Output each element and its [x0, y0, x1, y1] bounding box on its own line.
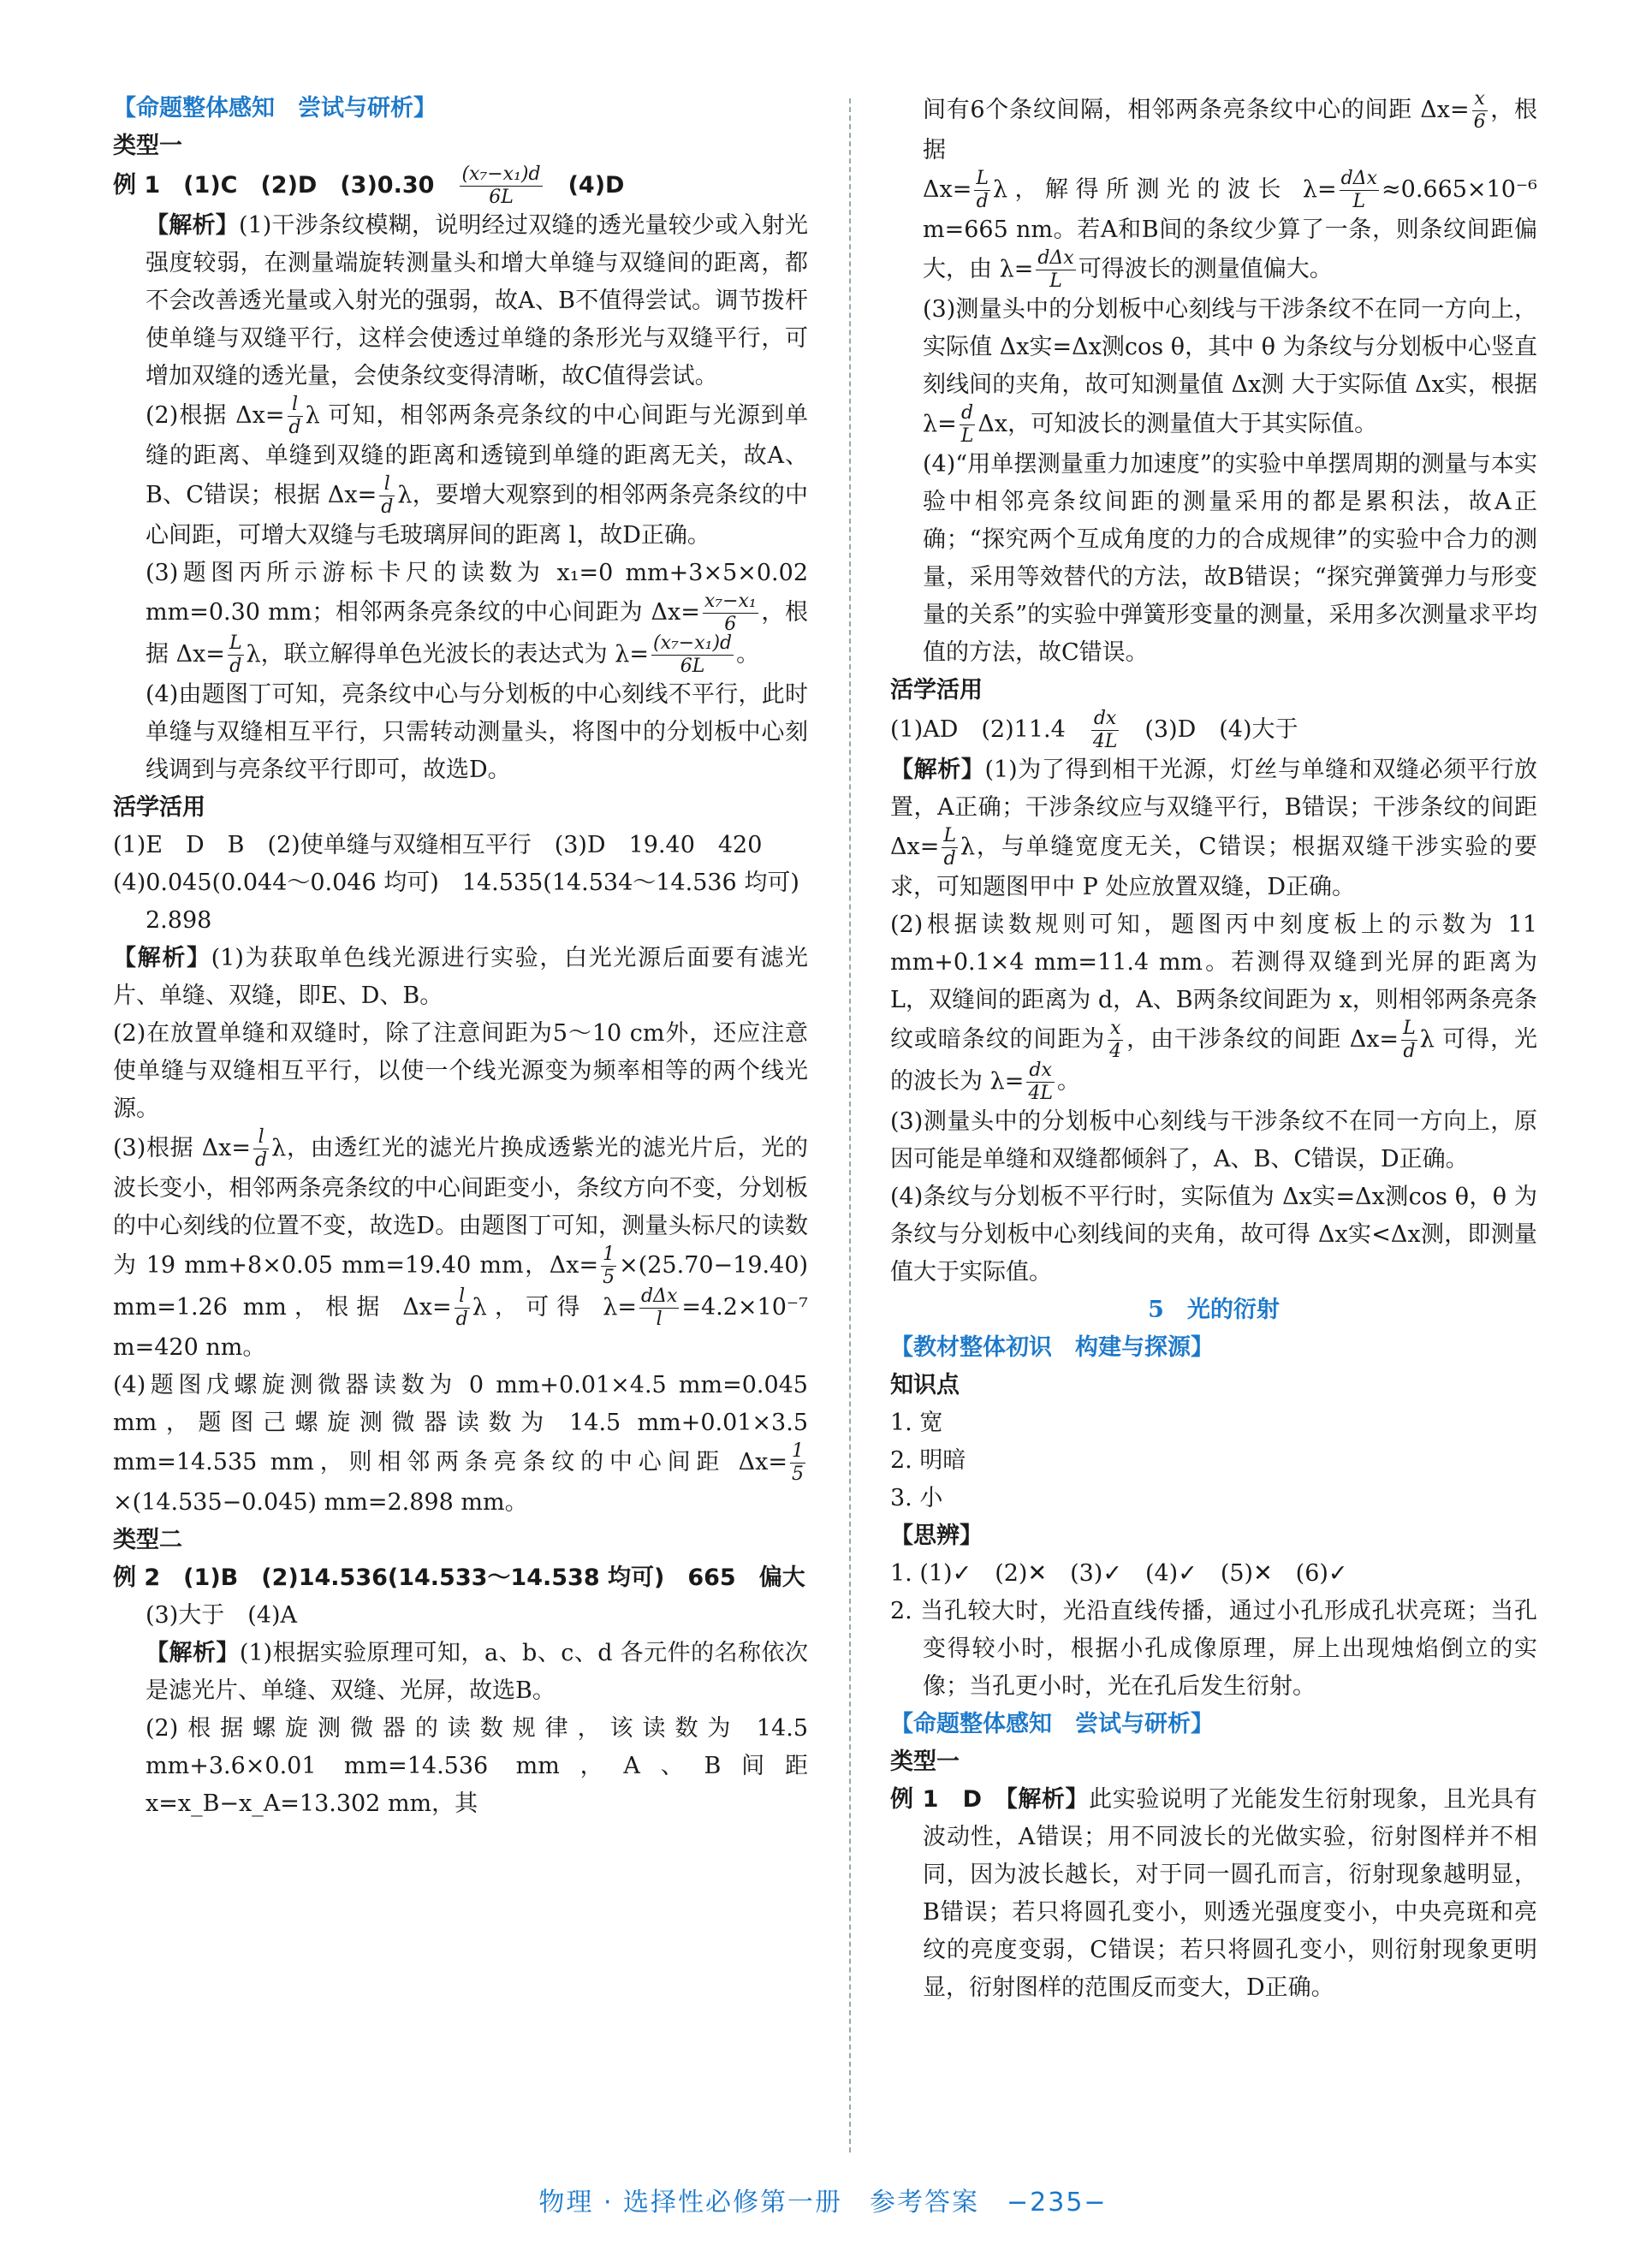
practice-answer-3: 2.898	[146, 907, 212, 934]
practice-analysis-1: 【解析】(1)为获取单色线光源进行实验，白光光源后面要有滤光片、单缝、双缝，即E、D、B。	[113, 945, 809, 1009]
practice-analysis-3: (3)根据 Δx= $\frac{l}{d}$ λ，由透红光的滤光片换成透紫光的滤光片后，光的波长变小，相邻两条亮条纹的中心间距变小，条纹方向不变，分划板的中心刻线的位置不变，故选D。由题图丁可知，测量头标尺的读数为 19 mm+8×0.05 mm=19.40 mm，Δx= $\frac{1}{5}$ ×(25.70−19.40) mm=1.26 mm，根据 Δx= $\frac{l}{d}$ λ，可得 λ= $\frac{\text{dΔx}}{l}$ =4.2×10⁻⁷ m=420 nm。	[113, 1126, 808, 1361]
analysis-4: (4)由题图丁可知，亮条纹中心与分划板的中心刻线不平行，此时单缝与双缝相互平行，只需转动测量头，将图中的分划板中心刻线调到与亮条纹平行即可，故选D。	[146, 681, 808, 783]
knowledge-point-1: 1. 宽	[890, 1410, 943, 1436]
left-column	[113, 90, 808, 1823]
practice-analysis-1: 【解析】(1)为了得到相干光源，灯丝与单缝和双缝必须平行放置，A正确；干涉条纹应与双缝平行，B错误；干涉条纹的间距 Δx= $\frac{L}{d}$ λ，与单缝宽度无关，C错误；根据双缝干涉实验的要求，可知题图甲中 P 处应放置双缝，D正确。	[890, 757, 1538, 900]
continued-analysis-2: Δx= $\frac{L}{d}$ λ，解得所测光的波长 λ= $\frac{\text{dΔx}}{L}$ ≈0.665×10⁻⁶ m=665 nm。若A和B间的条纹少算了一条，则条纹间距偏大，由 λ= $\frac{\text{dΔx}}{L}$ 可得波长的测量值偏大。	[923, 168, 1537, 292]
discussion-item-2: 2. 当孔较大时，光沿直线传播，通过小孔形成孔状亮斑；当孔变得较小时，根据小孔成像原理，屏上出现烛焰倒立的实像；当孔更小时，光在孔后发生衍射。	[890, 1598, 1537, 1700]
analysis-1: 【解析】(1)干涉条纹模糊，说明经过双缝的透光量较少或入射光强度较弱，在测量端旋转测量头和增大单缝与双缝间的距离，都不会改善透光量或入射光的强弱，故A、B不值得尝试。调节拨杆使单缝与双缝平行，这样会使透过单缝的条形光与双缝平行，可增加双缝的透光量，会使条纹变得清晰，故C值得尝试。	[146, 212, 808, 389]
analysis-2: (2)根据 Δx= $\frac{l}{d}$ λ 可知，相邻两条亮条纹的中心间距与光源到单缝的距离、单缝到双缝的距离和透镜到单缝的距离无关，故A、B、C错误；根据 Δx= $\frac{l}{d}$ λ，要增大观察到的相邻两条亮条纹的中心间距，可增大双缝与毛玻璃屏间的距离 l，故D正确。	[146, 394, 808, 549]
page-footer: 物理 · 选择性必修第一册 参考答案 −235−	[538, 2188, 1108, 2218]
practice-analysis-4: (4)题图戊螺旋测微器读数为 0 mm+0.01×4.5 mm=0.045 mm，题图己螺旋测微器读数为 14.5 mm+0.01×3.5 mm=14.535 mm，则相邻两条亮条纹的中心间距 Δx= $\frac{1}{5}$ ×(14.535−0.045) mm=2.898 mm。	[113, 1372, 808, 1516]
section-title: 5 光的衍射	[1148, 1297, 1280, 1323]
practice-analysis-2: (2)根据读数规则可知，题图丙中刻度板上的示数为 11 mm+0.1×4 mm=11.4 mm。若测得双缝到光屏的距离为 L，双缝间的距离为 d，A、B两条纹间距为 x，则相邻两条亮条纹或暗条纹的间距为 $\frac{x}{4}$ ，由干涉条纹的间距 Δx= $\frac{L}{d}$ λ 可得，光的波长为 λ= $\frac{dx}{4L}$ 。	[890, 911, 1537, 1104]
practice-answer-1: (1)E D B (2)使单缝与双缝相互平行 (3)D 19.40 420	[113, 832, 763, 858]
section-heading-3: 【命题整体感知 尝试与研析】	[890, 1711, 1214, 1737]
practice-analysis-3: (3)测量头中的分划板中心刻线与干涉条纹不在同一方向上，原因可能是单缝和双缝都倾斜了，A、B、C错误，D正确。	[890, 1108, 1537, 1173]
knowledge-point-3: 3. 小	[890, 1485, 943, 1511]
type-heading: 类型一	[890, 1748, 960, 1775]
practice-answers: (1)AD (2)11.4 $\frac{dx}{4L}$ (3)D (4)大于	[890, 708, 1298, 752]
example-2-analysis-1: 【解析】(1)根据实验原理可知，a、b、c、d 各元件的名称依次是滤光片、单缝、双缝、光屏，故选B。	[146, 1640, 808, 1704]
column-divider	[849, 98, 851, 2152]
analysis-3: (3)题图丙所示游标卡尺的读数为 x₁=0 mm+3×5×0.02 mm=0.30 mm；相邻两条亮条纹的中心间距为 Δx= $\frac{\text{x₇−x₁}}{6}$ ，根据 Δx= $\frac{L}{d}$ λ，联立解得单色光波长的表达式为 λ= $\frac{\text{(x₇−x₁)d}}{6L}$ 。	[146, 560, 809, 677]
discussion-item-1: 1. (1)✓ (2)✕ (3)✓ (4)✓ (5)✕ (6)✓	[890, 1560, 1348, 1587]
continued-analysis-4: (4)“用单摆测量重力加速度”的实验中单摆周期的测量与本实验中相邻亮条纹间距的测量采用的都是累积法，故A正确；“探究两个互成角度的力的合成规律”的实验中合力的测量，采用等效替代的方法，故B错误；“探究弹簧弹力与形变量的关系”的实验中弹簧形变量的测量，采用多次测量求平均值的方法，故C错误。	[923, 451, 1537, 666]
continued-analysis-3: (3)测量头中的分划板中心刻线与干涉条纹不在同一方向上，实际值 Δx实=Δx测cos θ，其中 θ 为条纹与分划板中心竖直刻线间的夹角，故可知测量值 Δx测 大于实际值 Δx实，根据 λ= $\frac{d}{L}$ Δx，可知波长的测量值大于其实际值。	[923, 296, 1537, 447]
example-1-answer: 例 1 (1)C (2)D (3)0.30 $\frac{\text{(x₇−x₁)d}}{6L}$ (4)D	[113, 163, 625, 208]
continued-analysis-1: 间有6个条纹间隔，相邻两条亮条纹中心的间距 Δx= $\frac{x}{6}$ ，根据	[923, 88, 1538, 163]
practice-analysis-4: (4)条纹与分划板不平行时，实际值为 Δx实=Δx测cos θ，θ 为条纹与分划板中心刻线间的夹角，故可得 Δx实<Δx测，即测量值大于实际值。	[890, 1184, 1537, 1285]
knowledge-points-heading: 知识点	[890, 1372, 960, 1398]
example-2-answer-cont: (3)大于 (4)A	[146, 1602, 297, 1629]
example-2-analysis-2: (2)根据螺旋测微器的读数规律，该读数为 14.5 mm+3.6×0.01 mm=14.536 mm，A、B间距 x=x_B−x_A=13.302 mm，其	[146, 1715, 808, 1817]
practice-heading: 活学活用	[890, 677, 983, 704]
discussion-heading: 【思辨】	[890, 1523, 983, 1549]
practice-analysis-2: (2)在放置单缝和双缝时，除了注意间距为5～10 cm外，还应注意使单缝与双缝相互平行，以使一个线光源变为频率相等的两个线光源。	[113, 1020, 808, 1122]
section-heading-2: 【教材整体初识 构建与探源】	[890, 1334, 1214, 1361]
type-2-heading: 类型二	[113, 1527, 182, 1553]
example-1-diffraction: 例 1 D 【解析】此实验说明了光能发生衍射现象，且光具有波动性，A错误；用不同波长的光做实验，衍射图样并不相同，因为波长越长，对于同一圆孔而言，衍射现象越明显，B错误；若只将圆孔变小，则透光强度变小，中央亮斑和亮纹的亮度变弱，C错误；若只将圆孔变小，则衍射现象更明显，衍射图样的范围反而变大，D正确。	[890, 1786, 1537, 2001]
example-2-answer: 例 2 (1)B (2)14.536(14.533～14.538 均可) 665 偏大	[113, 1564, 805, 1591]
practice-answer-2: (4)0.045(0.044～0.046 均可) 14.535(14.534～14.536 均可)	[113, 870, 799, 896]
knowledge-point-2: 2. 明暗	[890, 1447, 966, 1474]
type-heading: 类型一	[113, 133, 182, 159]
section-heading: 【命题整体感知 尝试与研析】	[113, 95, 437, 122]
practice-heading: 活学活用	[113, 794, 205, 821]
right-column	[890, 90, 1537, 2007]
